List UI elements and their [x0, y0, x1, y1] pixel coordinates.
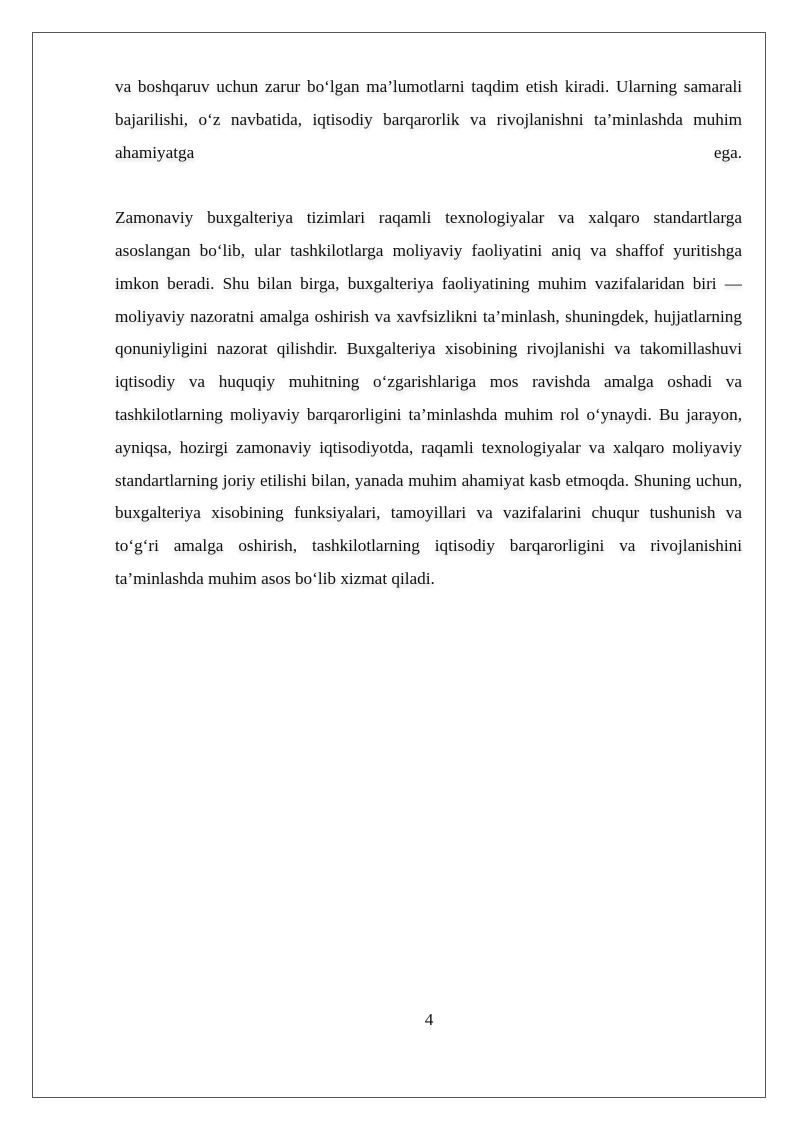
paragraph-continuation: va boshqaruv uchun zarur bo‘lgan ma’lumotlarni taqdim etish kiradi. Ularning samarali bajarilishi, o‘z navbatida, iqtisodiy barqarorlik va rivojlanishni ta’minlashda muhim ahamiyatga ega. [115, 77, 742, 162]
paragraph-main: Zamonaviy buxgalteriya tizimlari raqamli texnologiyalar va xalqaro standartlarga asoslangan bo‘lib, ular tashkilotlarga moliyaviy faoliyatini aniq va shaffof yuritishga imkon beradi. Shu bilan birga, buxgalteriya faoliyatining muhim vazifalaridan biri — moliyaviy nazoratni amalga oshirish va xavfsizlikni ta’minlash, shuningdek, hujjatlarning qonuniyligini nazorat qilishdir. Buxgalteriya xisobining rivojlanishi va takomillashuvi iqtisodiy va huquqiy muhitning o‘zgarishlariga mos ravishda amalga oshadi va tashkilotlarning moliyaviy barqarorligini ta’minlashda muhim rol o‘ynaydi. Bu jarayon, ayniqsa, hozirgi zamonaviy iqtisodiyotda, raqamli texnologiyalar va xalqaro moliyaviy standartlarning joriy etilishi bilan, yanada muhim ahamiyat kasb etmoqda. Shuning uchun, buxgalteriya xisobining funksiyalari, tamoyillari va vazifalarini chuqur tushunish va to‘g‘ri amalga oshirish, tashkilotlarning iqtisodiy barqarorligini va rivojlanishini ta’minlashda muhim asos bo‘lib xizmat qiladi. [115, 208, 742, 588]
document-body [115, 71, 742, 596]
page-number: 4 [424, 1010, 434, 1029]
paragraph-spacer [115, 169, 742, 202]
